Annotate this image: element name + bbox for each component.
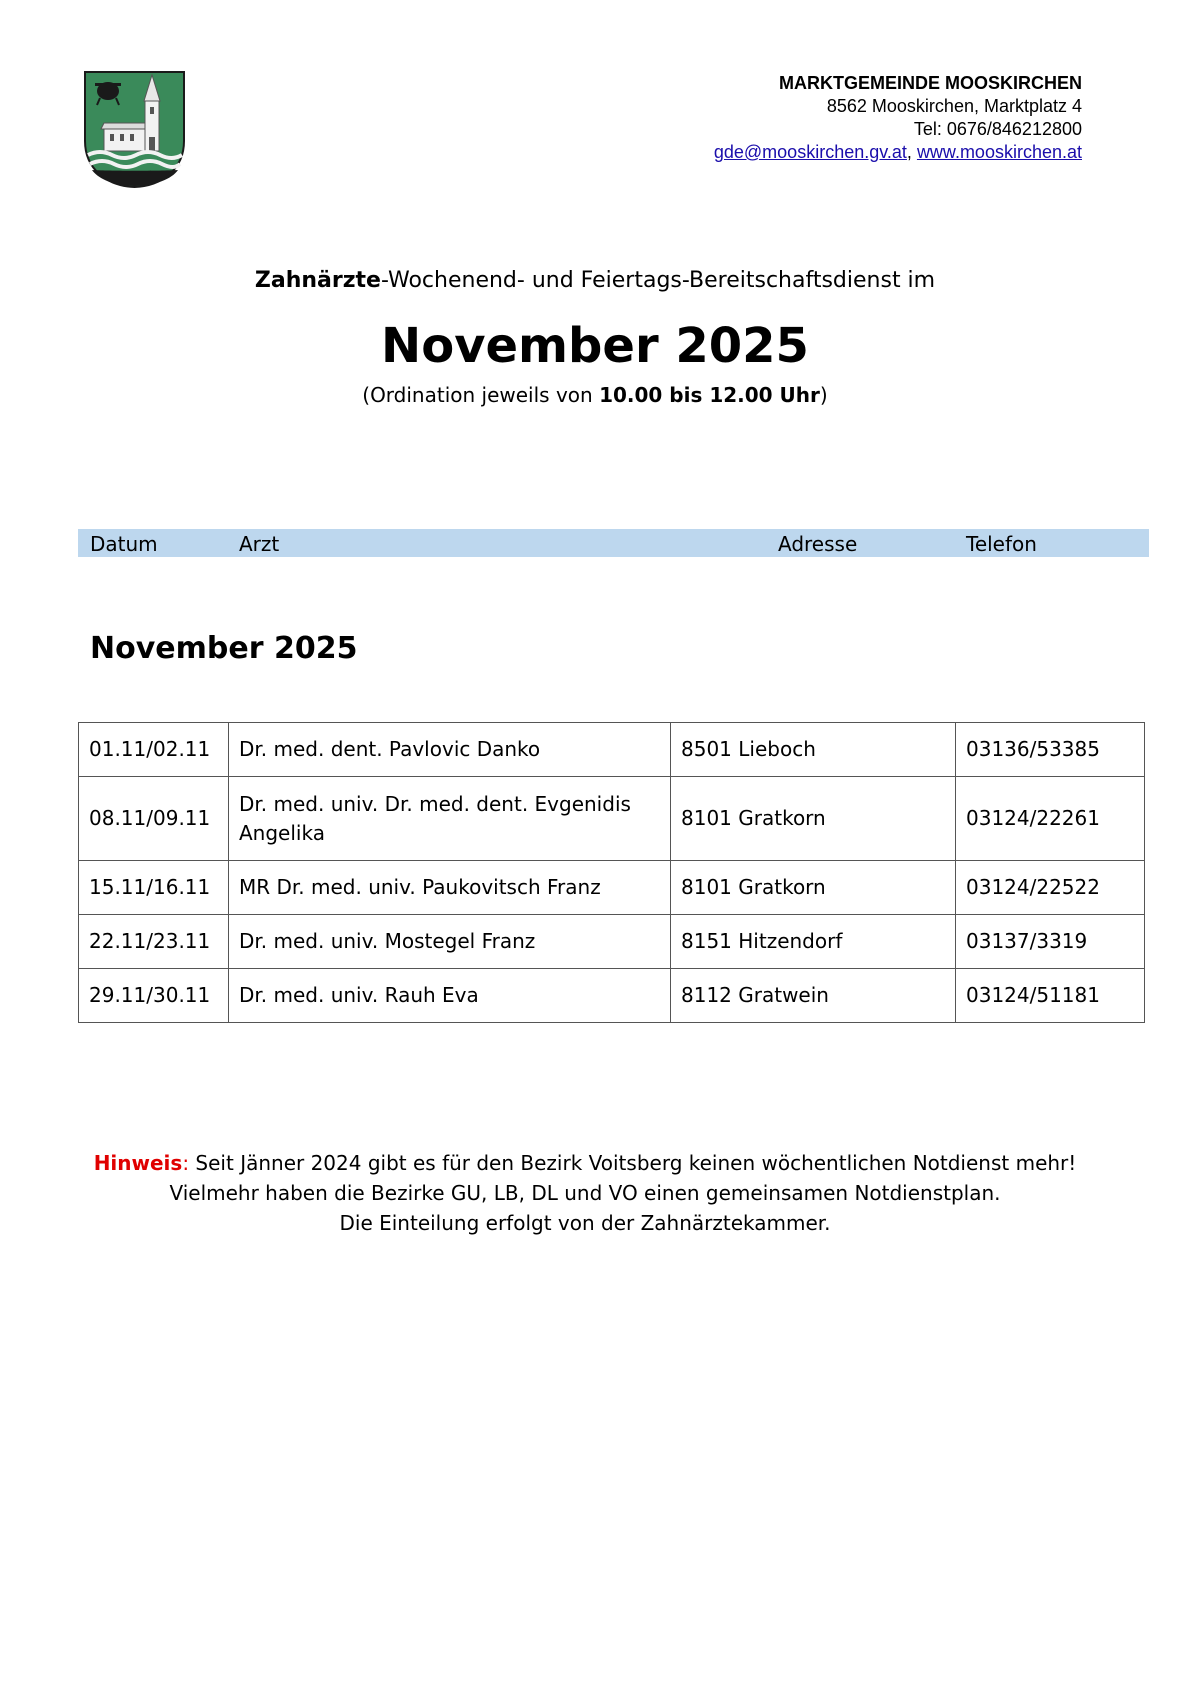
cell-address: 8101 Gratkorn	[671, 777, 956, 861]
subtitle-rest: -Wochenend- und Feiertags-Bereitschaftsdienst im	[380, 268, 936, 293]
subtitle-bold: Zahnärzte	[254, 268, 381, 293]
opening-hours	[0, 383, 1190, 407]
cell-doctor: Dr. med. univ. Rauh Eva	[229, 969, 671, 1023]
table-row	[79, 723, 1145, 777]
coat-of-arms-icon	[84, 71, 185, 188]
cell-date: 22.11/23.11	[79, 915, 229, 969]
cell-address: 8101 Gratkorn	[671, 861, 956, 915]
column-header-date: Datum	[90, 532, 158, 556]
cell-doctor: Dr. med. univ. Mostegel Franz	[229, 915, 671, 969]
letterhead	[714, 72, 1082, 164]
table-row	[79, 861, 1145, 915]
hours-bold: 10.00 bis 12.00 Uhr	[599, 383, 820, 407]
cell-doctor: Dr. med. univ. Dr. med. dent. Evgenidis Angelika	[229, 777, 671, 861]
cell-date: 08.11/09.11	[79, 777, 229, 861]
column-header-address: Adresse	[778, 532, 858, 556]
cell-phone: 03136/53385	[956, 723, 1145, 777]
organization-phone: Tel: 0676/846212800	[913, 119, 1082, 139]
contact-links	[714, 141, 1082, 164]
cell-address: 8501 Lieboch	[671, 723, 956, 777]
column-header-doctor: Arzt	[239, 532, 280, 556]
link-separator: ,	[906, 142, 917, 162]
organization-name: MARKTGEMEINDE MOOSKIRCHEN	[778, 73, 1082, 93]
email-link[interactable]: gde@mooskirchen.gv.at	[713, 142, 907, 162]
notice-text-1: Seit Jänner 2024 gibt es für den Bezirk Voitsberg keinen wöchentlichen Notdienst mehr!	[189, 1151, 1077, 1175]
notice-colon: :	[182, 1151, 190, 1175]
table-row	[79, 777, 1145, 861]
notice-label: Hinweis	[93, 1151, 183, 1175]
page-title: November 2025	[381, 318, 809, 374]
cell-address: 8151 Hitzendorf	[671, 915, 956, 969]
notice	[0, 1148, 1170, 1238]
section-title: November 2025	[90, 631, 358, 666]
organization-address: 8562 Mooskirchen, Marktplatz 4	[826, 96, 1082, 116]
cell-date: 01.11/02.11	[79, 723, 229, 777]
hours-suffix: )	[819, 383, 828, 407]
website-link[interactable]: www.mooskirchen.at	[916, 142, 1082, 162]
cell-doctor: MR Dr. med. univ. Paukovitsch Franz	[229, 861, 671, 915]
cell-phone: 03124/22522	[956, 861, 1145, 915]
notice-line-1	[0, 1148, 1170, 1178]
column-header-phone: Telefon	[966, 532, 1037, 556]
notice-line-3: Die Einteilung erfolgt von der Zahnärztekammer.	[339, 1211, 831, 1235]
cell-phone: 03124/51181	[956, 969, 1145, 1023]
hours-prefix: (Ordination jeweils von	[362, 383, 600, 407]
table-row	[79, 915, 1145, 969]
cell-phone: 03137/3319	[956, 915, 1145, 969]
table-row	[79, 969, 1145, 1023]
cell-date: 29.11/30.11	[79, 969, 229, 1023]
notice-line-2: Vielmehr haben die Bezirke GU, LB, DL und VO einen gemeinsamen Notdienstplan.	[169, 1181, 1001, 1205]
schedule-table	[78, 722, 1145, 1023]
cell-phone: 03124/22261	[956, 777, 1145, 861]
cell-address: 8112 Gratwein	[671, 969, 956, 1023]
coat-of-arms-logo	[84, 71, 185, 188]
cell-date: 15.11/16.11	[79, 861, 229, 915]
cell-doctor: Dr. med. dent. Pavlovic Danko	[229, 723, 671, 777]
column-header-bar	[78, 529, 1149, 557]
document-subtitle	[0, 268, 1190, 293]
